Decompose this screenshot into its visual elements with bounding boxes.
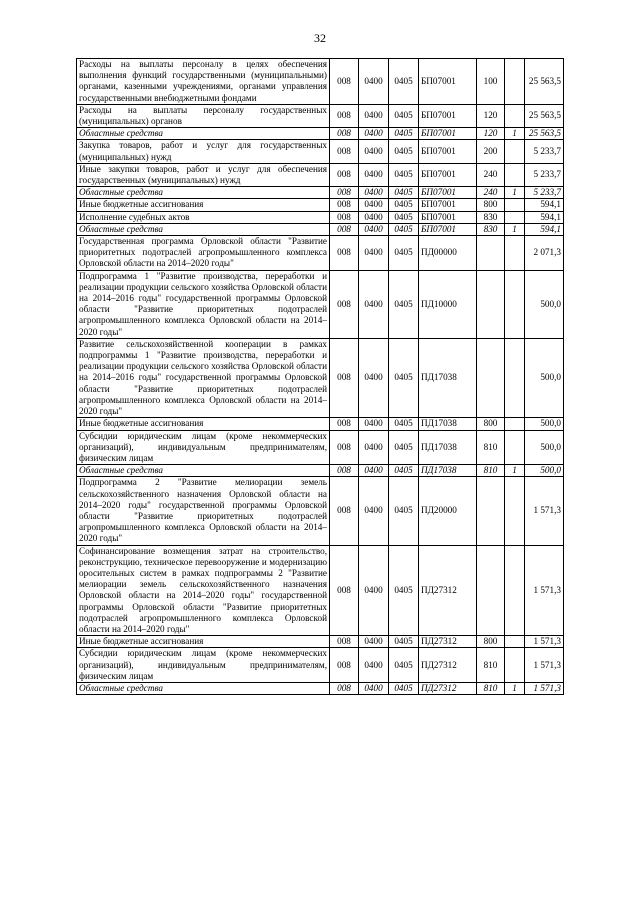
row-funding-source-cell: 1 [505, 465, 525, 477]
row-funding-source-cell [505, 59, 525, 105]
budget-table-body [77, 59, 564, 695]
row-grbs-cell: 008 [330, 236, 359, 271]
row-target-article-cell: ПД17038 [419, 430, 477, 465]
row-funding-source-cell [505, 430, 525, 465]
row-amount-cell: 5 233,7 [525, 140, 564, 163]
row-amount-cell: 500,0 [525, 430, 564, 465]
row-grbs-cell: 008 [330, 465, 359, 477]
row-target-article-cell: ПД17038 [419, 418, 477, 430]
row-expense-type-cell: 100 [477, 59, 505, 105]
row-name-cell: Областные средства [77, 682, 330, 694]
row-name-cell: Областные средства [77, 187, 330, 199]
row-amount-cell: 2 071,3 [525, 236, 564, 271]
row-funding-source-cell: 1 [505, 128, 525, 140]
row-name-cell: Софинансирование возмещения затрат на строительство, реконструкцию, техническое перевооружение и модернизацию оросительных систем в рамках подпрограммы 2 "Развитие мелиорации земель сельскохозяйственного назначения Орловской области на 2014–2020 годы" государственной программы Орловской области "Развитие приоритетных подотраслей агропромышленного комплекса Орловской области на 2014–2020 годы" [77, 545, 330, 636]
row-name-cell: Областные средства [77, 223, 330, 235]
row-target-article-cell: БП07001 [419, 140, 477, 163]
row-amount-cell: 5 233,7 [525, 163, 564, 186]
row-name-cell: Иные бюджетные ассигнования [77, 636, 330, 648]
row-funding-source-cell [505, 545, 525, 636]
table-row [77, 199, 564, 211]
row-subsection-cell: 0405 [389, 338, 419, 417]
row-expense-type-cell [477, 477, 505, 545]
row-section-cell: 0400 [359, 338, 389, 417]
table-row [77, 430, 564, 465]
row-amount-cell: 1 571,3 [525, 682, 564, 694]
table-row [77, 648, 564, 683]
budget-table [76, 58, 564, 695]
row-target-article-cell: БП07001 [419, 211, 477, 223]
row-expense-type-cell: 240 [477, 187, 505, 199]
row-subsection-cell: 0405 [389, 682, 419, 694]
row-amount-cell: 25 563,5 [525, 104, 564, 127]
row-amount-cell: 594,1 [525, 199, 564, 211]
row-target-article-cell: ПД20000 [419, 477, 477, 545]
row-expense-type-cell: 810 [477, 465, 505, 477]
row-target-article-cell: ПД00000 [419, 236, 477, 271]
row-amount-cell: 1 571,3 [525, 648, 564, 683]
row-subsection-cell: 0405 [389, 430, 419, 465]
row-target-article-cell: БП07001 [419, 104, 477, 127]
row-name-cell: Иные бюджетные ассигнования [77, 199, 330, 211]
row-expense-type-cell: 810 [477, 682, 505, 694]
table-row [77, 187, 564, 199]
row-grbs-cell: 008 [330, 682, 359, 694]
row-funding-source-cell [505, 477, 525, 545]
row-funding-source-cell [505, 270, 525, 338]
row-subsection-cell: 0405 [389, 236, 419, 271]
table-row [77, 163, 564, 186]
row-section-cell: 0400 [359, 465, 389, 477]
row-name-cell: Государственная программа Орловской области "Развитие приоритетных подотраслей агропромышленного комплекса Орловской области на 2014–2020 годы" [77, 236, 330, 271]
row-section-cell: 0400 [359, 140, 389, 163]
row-target-article-cell: БП07001 [419, 199, 477, 211]
row-amount-cell: 1 571,3 [525, 545, 564, 636]
row-section-cell: 0400 [359, 648, 389, 683]
row-grbs-cell: 008 [330, 199, 359, 211]
row-name-cell: Областные средства [77, 465, 330, 477]
table-row [77, 418, 564, 430]
row-subsection-cell: 0405 [389, 418, 419, 430]
row-target-article-cell: БП07001 [419, 59, 477, 105]
row-expense-type-cell [477, 545, 505, 636]
table-row [77, 223, 564, 235]
table-row [77, 545, 564, 636]
row-expense-type-cell: 830 [477, 223, 505, 235]
table-row [77, 477, 564, 545]
row-target-article-cell: ПД17038 [419, 338, 477, 417]
row-expense-type-cell: 120 [477, 104, 505, 127]
row-target-article-cell: БП07001 [419, 223, 477, 235]
row-funding-source-cell [505, 418, 525, 430]
row-expense-type-cell: 200 [477, 140, 505, 163]
row-subsection-cell: 0405 [389, 648, 419, 683]
row-section-cell: 0400 [359, 430, 389, 465]
row-grbs-cell: 008 [330, 187, 359, 199]
row-section-cell: 0400 [359, 59, 389, 105]
row-funding-source-cell [505, 236, 525, 271]
row-expense-type-cell: 810 [477, 648, 505, 683]
row-name-cell: Закупка товаров, работ и услуг для государственных (муниципальных) нужд [77, 140, 330, 163]
row-funding-source-cell: 1 [505, 682, 525, 694]
row-subsection-cell: 0405 [389, 477, 419, 545]
row-target-article-cell: ПД10000 [419, 270, 477, 338]
row-section-cell: 0400 [359, 223, 389, 235]
row-section-cell: 0400 [359, 236, 389, 271]
table-row [77, 140, 564, 163]
table-row [77, 465, 564, 477]
row-subsection-cell: 0405 [389, 270, 419, 338]
table-row [77, 59, 564, 105]
row-funding-source-cell [505, 104, 525, 127]
row-section-cell: 0400 [359, 682, 389, 694]
row-subsection-cell: 0405 [389, 465, 419, 477]
row-funding-source-cell [505, 636, 525, 648]
row-subsection-cell: 0405 [389, 104, 419, 127]
row-target-article-cell: БП07001 [419, 187, 477, 199]
row-section-cell: 0400 [359, 636, 389, 648]
row-name-cell: Подпрограмма 2 "Развитие мелиорации земель сельскохозяйственного назначения Орловской области на 2014–2020 годы" государственной программы Орловской области "Развитие приоритетных подотраслей агропромышленного комплекса Орловской области на 2014–2020 годы" [77, 477, 330, 545]
row-grbs-cell: 008 [330, 59, 359, 105]
table-row [77, 682, 564, 694]
row-grbs-cell: 008 [330, 418, 359, 430]
row-funding-source-cell [505, 140, 525, 163]
row-funding-source-cell [505, 163, 525, 186]
row-expense-type-cell: 800 [477, 199, 505, 211]
row-name-cell: Расходы на выплаты персоналу государственных (муниципальных) органов [77, 104, 330, 127]
row-section-cell: 0400 [359, 163, 389, 186]
row-subsection-cell: 0405 [389, 199, 419, 211]
row-section-cell: 0400 [359, 211, 389, 223]
row-subsection-cell: 0405 [389, 187, 419, 199]
row-subsection-cell: 0405 [389, 636, 419, 648]
row-amount-cell: 594,1 [525, 223, 564, 235]
row-funding-source-cell [505, 211, 525, 223]
row-section-cell: 0400 [359, 418, 389, 430]
row-expense-type-cell [477, 236, 505, 271]
table-row [77, 636, 564, 648]
row-section-cell: 0400 [359, 128, 389, 140]
row-amount-cell: 25 563,5 [525, 59, 564, 105]
row-expense-type-cell [477, 338, 505, 417]
row-target-article-cell: БП07001 [419, 163, 477, 186]
row-grbs-cell: 008 [330, 338, 359, 417]
page-number: 32 [314, 31, 326, 45]
row-expense-type-cell: 240 [477, 163, 505, 186]
row-grbs-cell: 008 [330, 430, 359, 465]
row-expense-type-cell [477, 270, 505, 338]
table-row [77, 236, 564, 271]
row-subsection-cell: 0405 [389, 211, 419, 223]
row-target-article-cell: ПД27312 [419, 648, 477, 683]
row-amount-cell: 500,0 [525, 465, 564, 477]
row-section-cell: 0400 [359, 199, 389, 211]
row-grbs-cell: 008 [330, 128, 359, 140]
row-subsection-cell: 0405 [389, 128, 419, 140]
row-funding-source-cell [505, 648, 525, 683]
row-funding-source-cell [505, 338, 525, 417]
row-section-cell: 0400 [359, 545, 389, 636]
row-grbs-cell: 008 [330, 545, 359, 636]
row-name-cell: Областные средства [77, 128, 330, 140]
row-section-cell: 0400 [359, 270, 389, 338]
row-grbs-cell: 008 [330, 211, 359, 223]
row-expense-type-cell: 120 [477, 128, 505, 140]
row-target-article-cell: ПД27312 [419, 636, 477, 648]
row-name-cell: Субсидии юридическим лицам (кроме некоммерческих организаций), индивидуальным предпринимателям, физическим лицам [77, 430, 330, 465]
row-name-cell: Развитие сельскохозяйственной кооперации в рамках подпрограммы 1 "Развитие производства, переработки и реализации продукции сельского хозяйства Орловской области на 2014–2016 годы" государственной программы Орловской области "Развитие приоритетных подотраслей агропромышленного комплекса Орловской области на 2014–2020 годы" [77, 338, 330, 417]
row-grbs-cell: 008 [330, 104, 359, 127]
row-subsection-cell: 0405 [389, 545, 419, 636]
table-row [77, 338, 564, 417]
row-amount-cell: 500,0 [525, 338, 564, 417]
row-grbs-cell: 008 [330, 223, 359, 235]
row-amount-cell: 25 563,5 [525, 128, 564, 140]
row-target-article-cell: ПД27312 [419, 545, 477, 636]
row-amount-cell: 500,0 [525, 418, 564, 430]
table-row [77, 128, 564, 140]
row-grbs-cell: 008 [330, 163, 359, 186]
row-section-cell: 0400 [359, 187, 389, 199]
row-name-cell: Подпрограмма 1 "Развитие производства, переработки и реализации продукции сельского хозяйства Орловской области на 2014–2016 годы" государственной программы Орловской области "Развитие приоритетных подотраслей агропромышленного комплекса Орловской области на 2014–2020 годы" [77, 270, 330, 338]
table-row [77, 211, 564, 223]
row-expense-type-cell: 810 [477, 430, 505, 465]
row-amount-cell: 500,0 [525, 270, 564, 338]
row-name-cell: Иные бюджетные ассигнования [77, 418, 330, 430]
row-funding-source-cell: 1 [505, 223, 525, 235]
row-subsection-cell: 0405 [389, 59, 419, 105]
row-amount-cell: 5 233,7 [525, 187, 564, 199]
table-row [77, 270, 564, 338]
row-target-article-cell: БП07001 [419, 128, 477, 140]
row-grbs-cell: 008 [330, 270, 359, 338]
row-expense-type-cell: 830 [477, 211, 505, 223]
row-amount-cell: 594,1 [525, 211, 564, 223]
row-subsection-cell: 0405 [389, 163, 419, 186]
row-funding-source-cell: 1 [505, 187, 525, 199]
row-subsection-cell: 0405 [389, 140, 419, 163]
row-section-cell: 0400 [359, 477, 389, 545]
row-expense-type-cell: 800 [477, 636, 505, 648]
row-funding-source-cell [505, 199, 525, 211]
row-amount-cell: 1 571,3 [525, 477, 564, 545]
table-row [77, 104, 564, 127]
row-grbs-cell: 008 [330, 477, 359, 545]
row-target-article-cell: ПД27312 [419, 682, 477, 694]
row-subsection-cell: 0405 [389, 223, 419, 235]
row-name-cell: Субсидии юридическим лицам (кроме некоммерческих организаций), индивидуальным предпринимателям, физическим лицам [77, 648, 330, 683]
row-target-article-cell: ПД17038 [419, 465, 477, 477]
row-section-cell: 0400 [359, 104, 389, 127]
row-grbs-cell: 008 [330, 140, 359, 163]
row-grbs-cell: 008 [330, 636, 359, 648]
row-name-cell: Исполнение судебных актов [77, 211, 330, 223]
row-name-cell: Иные закупки товаров, работ и услуг для обеспечения государственных (муниципальных) нужд [77, 163, 330, 186]
row-expense-type-cell: 800 [477, 418, 505, 430]
row-amount-cell: 1 571,3 [525, 636, 564, 648]
row-grbs-cell: 008 [330, 648, 359, 683]
row-name-cell: Расходы на выплаты персоналу в целях обеспечения выполнения функций государственными (муниципальными) органами, казенными учреждениями, органами управления государственными внебюджетными фондами [77, 59, 330, 105]
